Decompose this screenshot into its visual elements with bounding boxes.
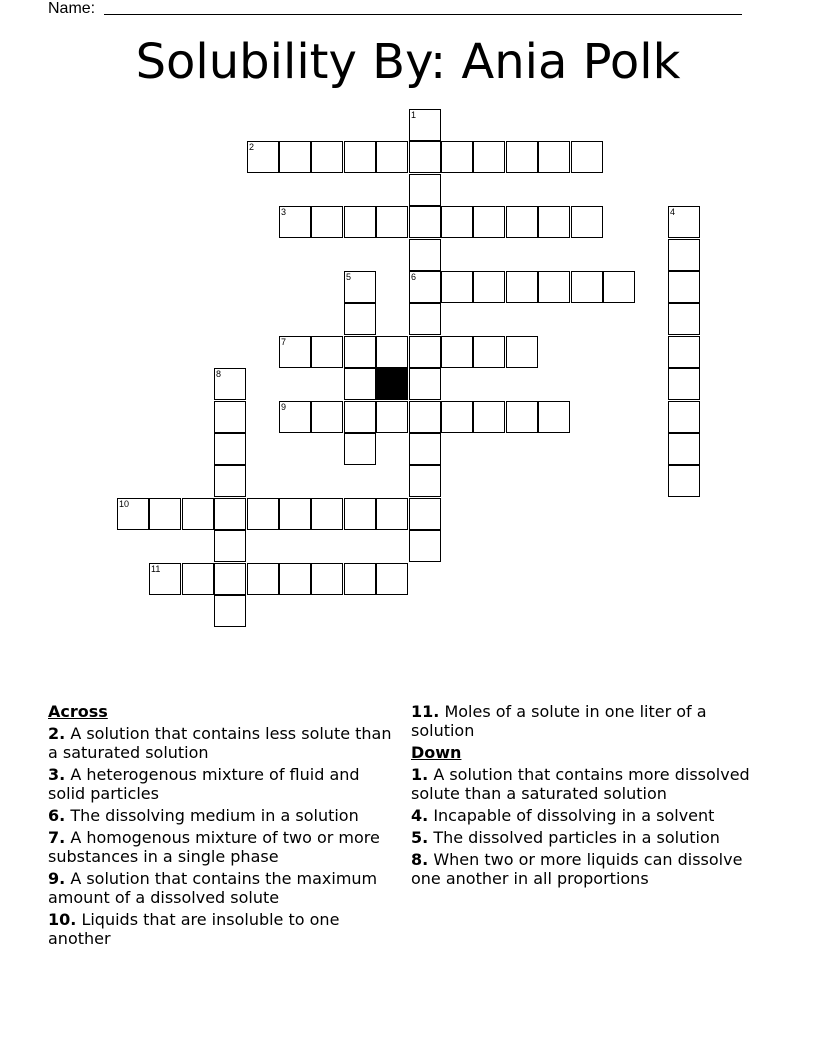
grid-cell[interactable] [441, 141, 473, 173]
grid-cell[interactable] [668, 433, 700, 465]
grid-cell[interactable] [668, 465, 700, 497]
clue-text: A homogenous mixture of two or more substances in a single phase [48, 828, 380, 866]
grid-cell[interactable] [409, 141, 441, 173]
grid-cell[interactable] [441, 401, 473, 433]
grid-cell[interactable] [603, 271, 635, 303]
across-heading: Across [48, 702, 108, 721]
clue-text: Liquids that are insoluble to one another [48, 910, 340, 948]
clue-down-5 [411, 828, 761, 847]
clue-down-8 [411, 850, 761, 888]
grid-cell[interactable] [409, 530, 441, 562]
grid-cell[interactable] [247, 498, 279, 530]
grid-cell[interactable] [214, 563, 246, 595]
grid-cell[interactable] [344, 498, 376, 530]
grid-cell[interactable] [344, 433, 376, 465]
grid-cell[interactable] [668, 401, 700, 433]
clue-text: The dissolving medium in a solution [70, 806, 359, 825]
grid-cell[interactable] [279, 206, 311, 238]
grid-cell[interactable] [473, 271, 505, 303]
clue-text: A solution that contains less solute than a saturated solution [48, 724, 392, 762]
grid-cell[interactable] [117, 498, 149, 530]
grid-cell[interactable] [376, 563, 408, 595]
grid-cell[interactable] [149, 563, 181, 595]
clue-text: The dissolved particles in a solution [433, 828, 720, 847]
grid-cell[interactable] [538, 271, 570, 303]
clue-number: 8. [411, 850, 429, 869]
grid-cell[interactable] [311, 336, 343, 368]
grid-cell[interactable] [409, 239, 441, 271]
grid-cell[interactable] [214, 465, 246, 497]
grid-cell[interactable] [409, 174, 441, 206]
grid-cell[interactable] [506, 401, 538, 433]
clue-number-label: 2 [249, 142, 255, 152]
grid-cell[interactable] [344, 206, 376, 238]
grid-cell[interactable] [409, 271, 441, 303]
clue-number: 1. [411, 765, 429, 784]
grid-cell[interactable] [506, 336, 538, 368]
grid-cell[interactable] [473, 141, 505, 173]
clue-number: 9. [48, 869, 66, 888]
clue-down-4 [411, 806, 761, 825]
grid-cell[interactable] [344, 368, 376, 400]
grid-cell[interactable] [409, 433, 441, 465]
grid-cell[interactable] [279, 401, 311, 433]
clue-text: Incapable of dissolving in a solvent [433, 806, 715, 825]
shaded-cell [376, 368, 408, 400]
grid-cell[interactable] [409, 498, 441, 530]
clues-left-column [48, 702, 398, 951]
grid-cell[interactable] [376, 336, 408, 368]
clue-across-9 [48, 869, 398, 907]
grid-cell[interactable] [668, 239, 700, 271]
grid-cell[interactable] [409, 401, 441, 433]
grid-cell[interactable] [409, 303, 441, 335]
grid-cell[interactable] [214, 498, 246, 530]
clue-number-label: 5 [346, 272, 352, 282]
grid-cell[interactable] [473, 336, 505, 368]
clue-number-label: 9 [281, 402, 287, 412]
grid-cell[interactable] [311, 141, 343, 173]
grid-cell[interactable] [538, 141, 570, 173]
clue-text: A heterogenous mixture of fluid and solid particles [48, 765, 360, 803]
clue-across-6 [48, 806, 398, 825]
grid-cell[interactable] [409, 206, 441, 238]
grid-cell[interactable] [668, 336, 700, 368]
clue-number-label: 8 [216, 369, 222, 379]
grid-cell[interactable] [344, 303, 376, 335]
grid-cell[interactable] [214, 595, 246, 627]
grid-cell[interactable] [279, 563, 311, 595]
grid-cell[interactable] [571, 206, 603, 238]
clue-across-7 [48, 828, 398, 866]
clue-number: 10. [48, 910, 77, 929]
grid-cell[interactable] [571, 271, 603, 303]
clue-number-label: 7 [281, 337, 287, 347]
grid-cell[interactable] [668, 368, 700, 400]
clue-number-label: 3 [281, 207, 287, 217]
grid-cell[interactable] [214, 530, 246, 562]
grid-cell[interactable] [279, 336, 311, 368]
name-label: Name: [48, 0, 96, 17]
grid-cell[interactable] [344, 563, 376, 595]
grid-cell[interactable] [149, 498, 181, 530]
clue-down-1 [411, 765, 761, 803]
clue-number: 7. [48, 828, 66, 847]
clue-across-10 [48, 910, 398, 948]
grid-cell[interactable] [247, 563, 279, 595]
clue-number-label: 10 [119, 499, 130, 509]
clue-number: 5. [411, 828, 429, 847]
grid-cell[interactable] [376, 401, 408, 433]
grid-cell[interactable] [538, 401, 570, 433]
grid-cell[interactable] [182, 563, 214, 595]
clue-across-11 [411, 702, 761, 740]
grid-cell[interactable] [473, 206, 505, 238]
clue-number-label: 1 [411, 110, 417, 120]
clue-text: When two or more liquids can dissolve one another in all proportions [411, 850, 743, 888]
grid-cell[interactable] [441, 271, 473, 303]
grid-cell[interactable] [409, 109, 441, 141]
clue-number-label: 6 [411, 272, 417, 282]
clue-across-3 [48, 765, 398, 803]
grid-cell[interactable] [409, 336, 441, 368]
grid-cell[interactable] [506, 141, 538, 173]
clue-text: A solution that contains the maximum amount of a dissolved solute [48, 869, 378, 907]
page-title: Solubility By: Ania Polk [135, 34, 681, 90]
clues-right-column [411, 702, 761, 891]
clue-text: A solution that contains more dissolved solute than a saturated solution [411, 765, 750, 803]
grid-cell[interactable] [279, 141, 311, 173]
grid-cell[interactable] [311, 563, 343, 595]
grid-cell[interactable] [344, 271, 376, 303]
grid-cell[interactable] [668, 271, 700, 303]
grid-cell[interactable] [214, 401, 246, 433]
grid-cell[interactable] [214, 368, 246, 400]
grid-cell[interactable] [311, 498, 343, 530]
grid-cell[interactable] [247, 141, 279, 173]
grid-cell[interactable] [311, 401, 343, 433]
clue-number: 3. [48, 765, 66, 784]
clue-number-label: 11 [151, 564, 161, 574]
grid-cell[interactable] [441, 336, 473, 368]
grid-cell[interactable] [538, 206, 570, 238]
grid-cell[interactable] [376, 141, 408, 173]
grid-cell[interactable] [344, 141, 376, 173]
clue-number-label: 4 [670, 207, 676, 217]
grid-cell[interactable] [182, 498, 214, 530]
grid-cell[interactable] [506, 206, 538, 238]
grid-cell[interactable] [668, 303, 700, 335]
clue-number: 6. [48, 806, 66, 825]
grid-cell[interactable] [344, 401, 376, 433]
grid-cell[interactable] [376, 206, 408, 238]
clue-number: 11. [411, 702, 440, 721]
grid-cell[interactable] [279, 498, 311, 530]
grid-cell[interactable] [409, 368, 441, 400]
clue-number: 4. [411, 806, 429, 825]
grid-cell[interactable] [344, 336, 376, 368]
grid-cell[interactable] [571, 141, 603, 173]
clue-text: Moles of a solute in one liter of a solution [411, 702, 707, 740]
grid-cell[interactable] [668, 206, 700, 238]
grid-cell[interactable] [506, 271, 538, 303]
clue-across-2 [48, 724, 398, 762]
grid-cell[interactable] [376, 498, 408, 530]
grid-cell[interactable] [311, 206, 343, 238]
grid-cell[interactable] [409, 465, 441, 497]
down-heading: Down [411, 743, 462, 762]
grid-cell[interactable] [473, 401, 505, 433]
clue-number: 2. [48, 724, 66, 743]
grid-cell[interactable] [214, 433, 246, 465]
grid-cell[interactable] [441, 206, 473, 238]
